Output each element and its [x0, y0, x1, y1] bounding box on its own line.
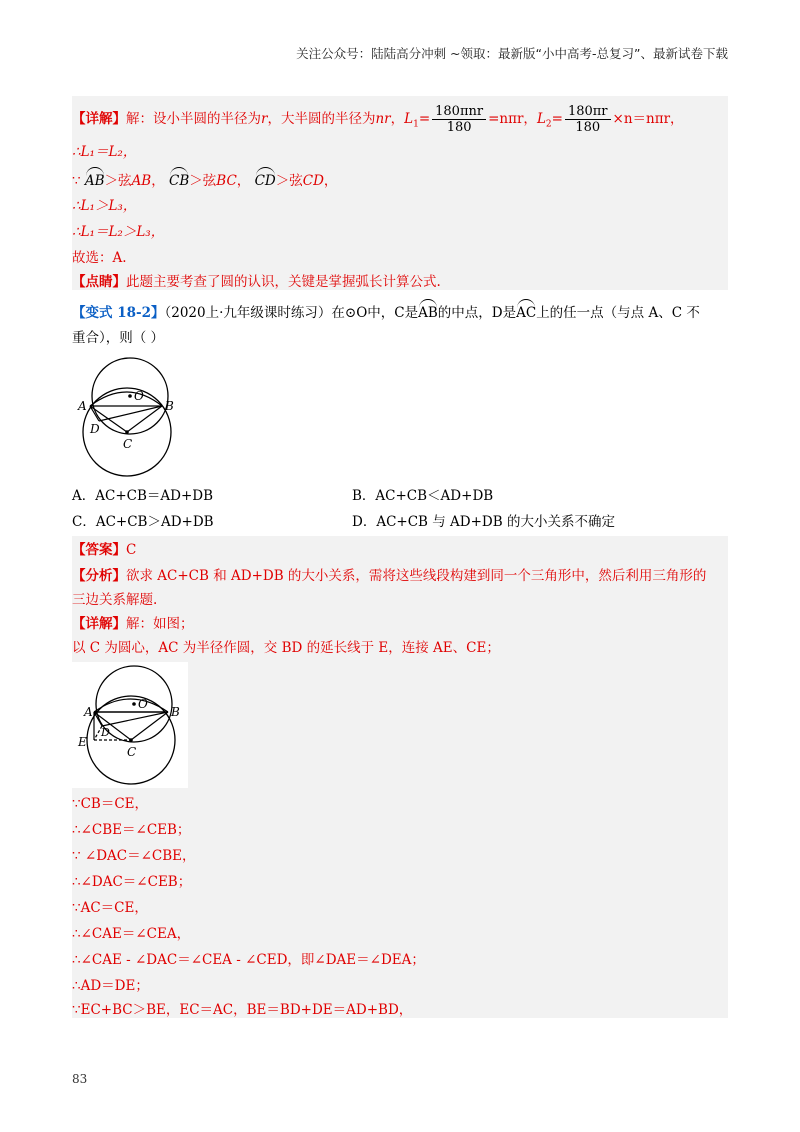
- figure-1: [72, 352, 182, 480]
- subscript: 2: [545, 119, 552, 130]
- label-b: B: [165, 399, 174, 413]
- option-a[interactable]: A．AC+CB＝AD+DB: [72, 488, 214, 504]
- option-b[interactable]: B．AC+CB＜AD+DB: [352, 488, 494, 504]
- label-c: C: [123, 437, 133, 451]
- label-d: D: [101, 726, 110, 739]
- text: =: [418, 111, 431, 127]
- page-header: 关注公众号：陆陆高分冲刺 ~领取：最新版“小中高考-总复习”、最新试卷下载: [296, 46, 728, 61]
- analysis-line-2: 三边关系解题.: [72, 592, 158, 608]
- solution-line-2: ∴L₁＝L₂，: [72, 144, 137, 160]
- analysis-text: 欲求 AC+CB 和 AD+DB 的大小关系，需将这些线段构建到同一个三角形中，然后利用三角形的: [126, 568, 707, 584]
- denominator: 180: [575, 120, 601, 135]
- text: （2020上·九年级课时练习）在⊙O中，C是: [164, 305, 419, 321]
- arc-cd: CD: [255, 168, 276, 191]
- label-c: C: [127, 745, 137, 759]
- answer-tag: 【答案】: [72, 542, 126, 558]
- arc-cb: CB: [169, 168, 189, 191]
- label-o: O: [134, 389, 144, 403]
- text: 的中点，D是: [437, 305, 517, 321]
- arc-adb: [94, 699, 168, 712]
- step-7: ∴∠CAE - ∠DAC＝∠CEA - ∠CED，即∠DAE＝∠DEA；: [72, 952, 425, 968]
- step-1: ∵CB＝CE，: [72, 796, 149, 812]
- numerator: 180πr: [565, 104, 611, 120]
- var-L2: L: [536, 111, 546, 127]
- var-r: r: [261, 111, 268, 127]
- label-a: A: [78, 399, 87, 413]
- text: =nπr，: [488, 111, 537, 127]
- because-symbol: ∵: [72, 173, 81, 189]
- note-tag: 【点睛】: [72, 274, 126, 290]
- question-line-1: [72, 300, 728, 323]
- arc-adb: [90, 392, 162, 406]
- step-2: ∴∠CBE＝∠CEB；: [72, 822, 191, 838]
- detail-line: [72, 614, 728, 634]
- step-4: ∴∠DAC＝∠CEB；: [72, 874, 192, 890]
- step-9: ∵EC+BC＞BE，EC＝AC，BE＝BD+DE＝AD+BD，: [72, 1002, 413, 1018]
- arc-ab: AB: [85, 168, 105, 191]
- label-b: B: [171, 705, 180, 719]
- option-c[interactable]: C．AC+CB＞AD+DB: [72, 514, 214, 530]
- variant-tag: 【变式 18-2】: [72, 305, 165, 321]
- point-c: [129, 738, 133, 742]
- solution-line-4: ∴L₁＞L₃，: [72, 198, 137, 214]
- denominator: 180: [446, 120, 472, 135]
- note-line: [72, 272, 728, 292]
- step-8: ∴AD＝DE；: [72, 978, 149, 994]
- var-nr: nr: [375, 111, 391, 127]
- point-c: [125, 430, 129, 434]
- label-d: D: [90, 422, 100, 436]
- point-o: [132, 702, 136, 706]
- step-5: ∵AC＝CE，: [72, 900, 148, 916]
- detail-text: 解：如图；: [126, 616, 194, 632]
- text: ＞弦: [104, 173, 132, 189]
- detail-tag: 【详解】: [72, 111, 126, 127]
- step-6: ∴∠CAE＝∠CEA，: [72, 926, 191, 942]
- fraction-1: [432, 104, 486, 135]
- option-d[interactable]: D．AC+CB 与 AD+DB 的大小关系不确定: [352, 514, 615, 530]
- label-e: E: [78, 735, 87, 749]
- text: ＞弦: [189, 173, 217, 189]
- chord-ab: AB: [131, 173, 152, 189]
- arc-ab: AB: [418, 300, 438, 323]
- text: ＞弦: [275, 173, 303, 189]
- text: ，: [236, 173, 251, 189]
- text: ，: [390, 111, 405, 127]
- text: ，: [323, 173, 338, 189]
- analysis-line-1: [72, 566, 728, 586]
- label-o: O: [138, 697, 148, 711]
- fraction-2: [565, 104, 611, 135]
- step-3: ∵ ∠DAC＝∠CBE，: [72, 848, 196, 864]
- detail-tag: 【详解】: [72, 616, 126, 632]
- solution-line-1: [72, 104, 728, 139]
- subscript: 1: [413, 119, 419, 130]
- numerator: 180πnr: [432, 104, 486, 120]
- solution-line-5: ∴L₁＝L₂＞L₃，: [72, 224, 165, 240]
- chord-cd: CD: [302, 173, 324, 189]
- analysis-tag: 【分析】: [72, 568, 126, 584]
- note-text: 此题主要考查了圆的认识，关键是掌握弧长计算公式.: [126, 274, 441, 290]
- page-number: 83: [72, 1072, 88, 1086]
- answer-value: C: [126, 542, 137, 558]
- text: ×n＝nπr，: [612, 111, 684, 127]
- chord-bc: BC: [216, 173, 237, 189]
- question-line-2: 重合），则（ ）: [72, 330, 165, 346]
- text: ，: [151, 173, 165, 189]
- text: ，大半圆的半径为: [267, 111, 376, 127]
- figure-2: [72, 662, 188, 788]
- text: =: [551, 111, 563, 127]
- text: 解：设小半圆的半径为: [126, 111, 261, 127]
- point-o: [128, 394, 132, 398]
- solution-line-6: 故选：A.: [72, 250, 127, 266]
- text: 上的任一点（与点 A、C 不: [536, 305, 700, 321]
- construct-line: 以 C 为圆心，AC 为半径作圆，交 BD 的延长线于 E，连接 AE、CE；: [72, 640, 500, 656]
- var-L1: L: [404, 111, 414, 127]
- answer-line: [72, 540, 728, 560]
- solution-line-3: [72, 168, 728, 191]
- arc-ac: AC: [516, 300, 536, 323]
- label-a: A: [84, 705, 93, 719]
